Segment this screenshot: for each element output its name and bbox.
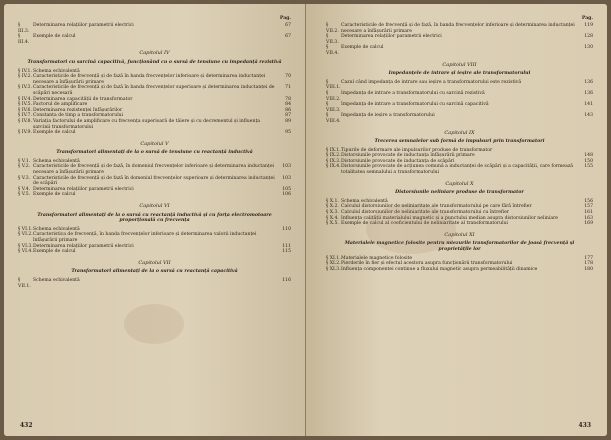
entry-title: Factorul de amplificare bbox=[33, 102, 88, 108]
entry-page-number: 128 bbox=[584, 34, 593, 40]
entry-title: Materialele magnetice folosite bbox=[341, 255, 413, 261]
section-number: § IX.4. bbox=[326, 164, 341, 170]
section-number: § IV.9. bbox=[18, 130, 32, 136]
chapter-heading: Transformatori alimentați de la o sursă cu reactanță inductivă și cu forța electromotoare proporțională cu frecvența bbox=[37, 212, 272, 224]
section-number: § X.4. bbox=[326, 215, 339, 221]
chapter-heading: Distorsiunile neliniare produse de transformator bbox=[395, 190, 524, 196]
entry-page-number: 71 bbox=[285, 85, 291, 91]
section-number: § X.3. bbox=[326, 210, 339, 216]
toc-entry bbox=[326, 221, 593, 227]
section-number: § XI.2. bbox=[326, 261, 341, 267]
toc-entry bbox=[326, 113, 593, 124]
left-page bbox=[4, 4, 305, 436]
entry-page-number: 67 bbox=[285, 34, 291, 40]
entry-title: Distorsiunile provocate de inductanța înfășurării primare bbox=[341, 153, 475, 159]
toc-entry bbox=[18, 119, 291, 130]
toc-entry bbox=[326, 164, 593, 175]
entry-title: Caracteristicile de frecvență și de fază în banda frecvențelor superioare și determinarea inductanței de scăpări necesară bbox=[33, 85, 275, 96]
toc-entry bbox=[326, 102, 593, 113]
toc-entry bbox=[18, 23, 291, 34]
toc-entry bbox=[18, 130, 291, 136]
entry-page-number: 105 bbox=[282, 186, 291, 192]
entry-page-number: 103 bbox=[282, 175, 291, 181]
entry-page-number: 67 bbox=[285, 23, 291, 28]
chapter-title: Capitolul IV bbox=[139, 50, 170, 57]
section-number: § VIII.1. bbox=[326, 79, 341, 91]
entry-title: Variația factorului de amplificare cu frecvența superioară de tăiere și cu decrementul și influența sarcinii transformatorului bbox=[33, 118, 261, 130]
section-number: § VII.3. bbox=[326, 34, 339, 45]
section-number: § X.5. bbox=[326, 221, 339, 227]
toc-list bbox=[326, 148, 593, 176]
page-number: 433 bbox=[578, 422, 591, 430]
chapter-heading: Transformatori alimentați de la o sursă cu reactanță capacitivă bbox=[71, 269, 238, 275]
section-number: § IV.8. bbox=[18, 118, 32, 124]
entry-title: Schema echivalentă bbox=[33, 158, 80, 164]
toc-entry bbox=[18, 85, 291, 96]
entry-title: Exemple de calcul bbox=[33, 249, 76, 255]
section-number: § IV.6. bbox=[18, 107, 32, 113]
section-number: § VI.4. bbox=[18, 249, 33, 255]
chapter-title: Capitolul V bbox=[140, 140, 169, 147]
entry-page-number: 150 bbox=[584, 158, 593, 164]
entry-title: Caracteristicile de frecvență și de fază, în domeniul frecvențelor inferioare și determinarea inductanței necesare a înfășurării primare bbox=[33, 164, 275, 176]
toc-list bbox=[326, 23, 593, 57]
entry-title: Distorsiunile provocate de acțiunea comună a inductanței de scăpări și a capacității, care formează totalitatea semnalului a transformatorului bbox=[341, 164, 574, 176]
entry-title: Calculul distorsiunilor de neliniaritate ale transformatorului pe care fără întrefier bbox=[341, 204, 532, 210]
section-number: § X.1. bbox=[326, 198, 339, 204]
section-number: § IV.7. bbox=[18, 113, 32, 119]
entry-title: Distorsiunile provocate de inductanța de scăpări bbox=[341, 158, 455, 164]
entry-page-number: 136 bbox=[584, 90, 593, 96]
section-number: § V.4. bbox=[18, 186, 31, 192]
chapter-title: Capitolul VIII bbox=[442, 61, 477, 68]
entry-title: Constanta de timp a transformatorului bbox=[33, 113, 124, 119]
book-spread bbox=[4, 4, 607, 436]
entry-title: Tipurile de deformare ale impulsurilor produse de transformator bbox=[341, 147, 493, 153]
toc-list bbox=[18, 227, 291, 255]
entry-page-number: 161 bbox=[584, 210, 593, 216]
section-number: § V.1. bbox=[18, 158, 31, 164]
section-number: § VII.4. bbox=[326, 45, 339, 56]
entry-page-number: 89 bbox=[285, 118, 291, 124]
section-number: § VI.2. bbox=[18, 232, 33, 238]
entry-page-number: 86 bbox=[285, 107, 291, 113]
entry-title: Caracteristica de frecvență, în banda frecvențelor inferioare și determinarea valorii inductanței înfășurării primare bbox=[33, 232, 257, 243]
toc-entry bbox=[18, 232, 291, 243]
entry-title: Influența calității materialului magnetic și a punctului median asupra distorsiunilor neliniare bbox=[341, 215, 558, 221]
entry-title: Influența componentei continue a fluxului magnetic asupra permeabilității dinamice bbox=[341, 266, 538, 272]
entry-title: Schema echivalentă bbox=[33, 68, 80, 74]
entry-page-number: 141 bbox=[584, 102, 593, 108]
entry-page-number: 143 bbox=[584, 113, 593, 119]
entry-page-number: 115 bbox=[282, 249, 291, 255]
toc-list bbox=[18, 278, 291, 289]
chapter-heading: Trecerea semnalelor sub formă de impulsuri prin transformatori bbox=[374, 139, 545, 145]
section-number: § V.5. bbox=[18, 192, 31, 198]
toc-entry bbox=[326, 80, 593, 91]
toc-entry bbox=[18, 164, 291, 175]
entry-title: Determinarea relațiilor parametrii electrici bbox=[341, 34, 442, 40]
toc-entry bbox=[18, 192, 291, 198]
toc-entry bbox=[18, 249, 291, 255]
toc-entry bbox=[326, 267, 593, 273]
toc-entry bbox=[326, 91, 593, 102]
entry-title: Determinarea capacității de transformator bbox=[33, 96, 133, 102]
section-number: § IV.5. bbox=[18, 102, 32, 108]
entry-title: Determinarea rezistenței înfășurărilor bbox=[33, 107, 123, 113]
section-number: § XI.1. bbox=[326, 255, 341, 261]
entry-title: Exemple de calcul bbox=[33, 192, 76, 198]
entry-title: Cazul când impedanța de intrare sau ieșire a transformatorului este rezistivă bbox=[341, 79, 522, 85]
section-number: § VII.1. bbox=[18, 277, 31, 289]
section-number: § V.3. bbox=[18, 175, 31, 181]
toc-entry bbox=[18, 34, 291, 45]
entry-page-number: 119 bbox=[584, 23, 593, 28]
section-number: § III.4. bbox=[18, 34, 30, 45]
entry-page-number: 84 bbox=[285, 102, 291, 108]
entry-title: Impedanța de ieșire a transformatorului bbox=[341, 113, 435, 119]
entry-page-number: 148 bbox=[584, 153, 593, 159]
toc-entry bbox=[18, 278, 291, 289]
entry-page-number: 136 bbox=[584, 79, 593, 85]
section-number: § VII.2. bbox=[326, 23, 339, 34]
section-number: § IX.1. bbox=[326, 147, 341, 153]
entry-title: Determinarea relațiilor parametrii electrici bbox=[33, 23, 134, 28]
entry-page-number: 155 bbox=[584, 164, 593, 170]
section-number: § VIII.2. bbox=[326, 90, 341, 102]
chapter-heading: Transformatori cu sarcină capacitivă, funcționând cu o sursă de tensiune cu impedanță rezistivă bbox=[27, 59, 282, 65]
toc-list bbox=[326, 256, 593, 273]
chapter-title: Capitolul VI bbox=[139, 203, 170, 210]
entry-title: Caracteristicile de frecvență și de fază în domeniul frecvențelor superioare și determinarea inductanței de scăpări bbox=[33, 175, 275, 187]
section-number: § IV.1. bbox=[18, 68, 32, 74]
entry-title: Impedanța de intrare a transformatorului cu sarcină capacitivă bbox=[341, 102, 489, 108]
section-number: § VIII.3. bbox=[326, 102, 341, 113]
entry-title: Exemple de calcul al coeficientului de neliniaritate al transformatorului bbox=[341, 221, 508, 227]
toc-entry bbox=[326, 23, 593, 34]
entry-page-number: 87 bbox=[285, 113, 291, 119]
entry-page-number: 95 bbox=[285, 130, 291, 136]
entry-page-number: 130 bbox=[584, 45, 593, 51]
page-column-header: Pag. bbox=[279, 16, 291, 21]
entry-page-number: 178 bbox=[584, 261, 593, 267]
entry-page-number: 111 bbox=[282, 243, 291, 249]
toc-list bbox=[18, 23, 291, 45]
section-number: § III.3. bbox=[18, 23, 30, 34]
entry-title: Pierderile în fier și efectul acestora asupra funcționării transformatorului bbox=[341, 261, 513, 267]
chapter-heading: Transformatori alimentați de la o sursă de tensiune cu reactanță inductivă bbox=[56, 150, 253, 156]
right-page bbox=[306, 4, 607, 436]
entry-title: Determinarea relațiilor parametrii electrici bbox=[33, 243, 134, 249]
toc-entry bbox=[326, 45, 593, 56]
entry-page-number: 180 bbox=[584, 266, 593, 272]
page-number: 432 bbox=[20, 422, 33, 430]
entry-page-number: 163 bbox=[584, 215, 593, 221]
entry-title: Schema echivalentă bbox=[341, 198, 388, 204]
section-number: § VI.3. bbox=[18, 243, 33, 249]
entry-title: Schema echivalentă bbox=[33, 226, 80, 232]
section-number: § IV.3. bbox=[18, 85, 32, 91]
section-number: § X.2. bbox=[326, 204, 339, 210]
entry-title: Exemple de calcul bbox=[341, 45, 384, 51]
section-number: § IV.4. bbox=[18, 96, 32, 102]
section-number: § XI.3. bbox=[326, 266, 341, 272]
section-number: § VI.1. bbox=[18, 226, 33, 232]
paper-stain bbox=[124, 304, 184, 344]
section-number: § VIII.4. bbox=[326, 113, 341, 124]
entry-title: Calculul distorsiunilor de neliniaritate ale transformatorului cu întrefier bbox=[341, 210, 509, 216]
section-number: § IV.2. bbox=[18, 74, 32, 80]
entry-page-number: 70 bbox=[285, 74, 291, 80]
toc-entry bbox=[18, 176, 291, 187]
entry-title: Exemple de calcul bbox=[33, 34, 76, 40]
page-column-header: Pag. bbox=[581, 16, 593, 21]
entry-page-number: 103 bbox=[282, 164, 291, 170]
entry-page-number: 78 bbox=[285, 96, 291, 102]
entry-page-number: 106 bbox=[282, 192, 291, 198]
entry-page-number: 116 bbox=[282, 277, 291, 283]
entry-title: Schema echivalentă bbox=[33, 277, 80, 283]
entry-page-number: 169 bbox=[584, 221, 593, 227]
section-number: § IX.3. bbox=[326, 158, 341, 164]
chapter-title: Capitolul IX bbox=[444, 129, 475, 136]
toc-list bbox=[326, 199, 593, 227]
toc-list bbox=[18, 159, 291, 198]
entry-title: Exemple de calcul bbox=[33, 130, 76, 136]
chapter-title: Capitolul XI bbox=[444, 231, 475, 238]
entry-title: Determinarea relațiilor parametrii electrici bbox=[33, 186, 134, 192]
entry-page-number: 177 bbox=[584, 255, 593, 261]
section-number: § IX.2. bbox=[326, 153, 341, 159]
chapter-heading: Materialele magnetice folosite pentru miezurile transformatorilor de joasă frecvență și proprietățile lor bbox=[344, 241, 575, 252]
toc-list bbox=[18, 69, 291, 136]
entry-page-number: 156 bbox=[584, 198, 593, 204]
entry-title: Impedanța de intrare a transformatorului cu sarcină rezistivă bbox=[341, 90, 485, 96]
entry-title: Caracteristicile de frecvență și de fază în banda frecvențelor inferioare și determinarea inductanței necesare a înfășurării primare bbox=[33, 74, 266, 85]
chapter-title: Capitolul VII bbox=[138, 259, 171, 266]
chapter-heading: Impedanțele de intrare și ieșire ale transformatorului bbox=[388, 71, 531, 77]
section-number: § V.2. bbox=[18, 164, 31, 170]
chapter-title: Capitolul X bbox=[445, 180, 474, 187]
entry-page-number: 157 bbox=[584, 204, 593, 210]
toc-entry bbox=[18, 74, 291, 85]
toc-entry bbox=[326, 34, 593, 45]
entry-page-number: 110 bbox=[282, 226, 291, 232]
entry-title: Caracteristicile de frecvență și de fază, în banda frecvențelor inferioare și determinarea inductanței necesare a înfășurării primare bbox=[341, 23, 575, 34]
toc-list bbox=[326, 80, 593, 125]
